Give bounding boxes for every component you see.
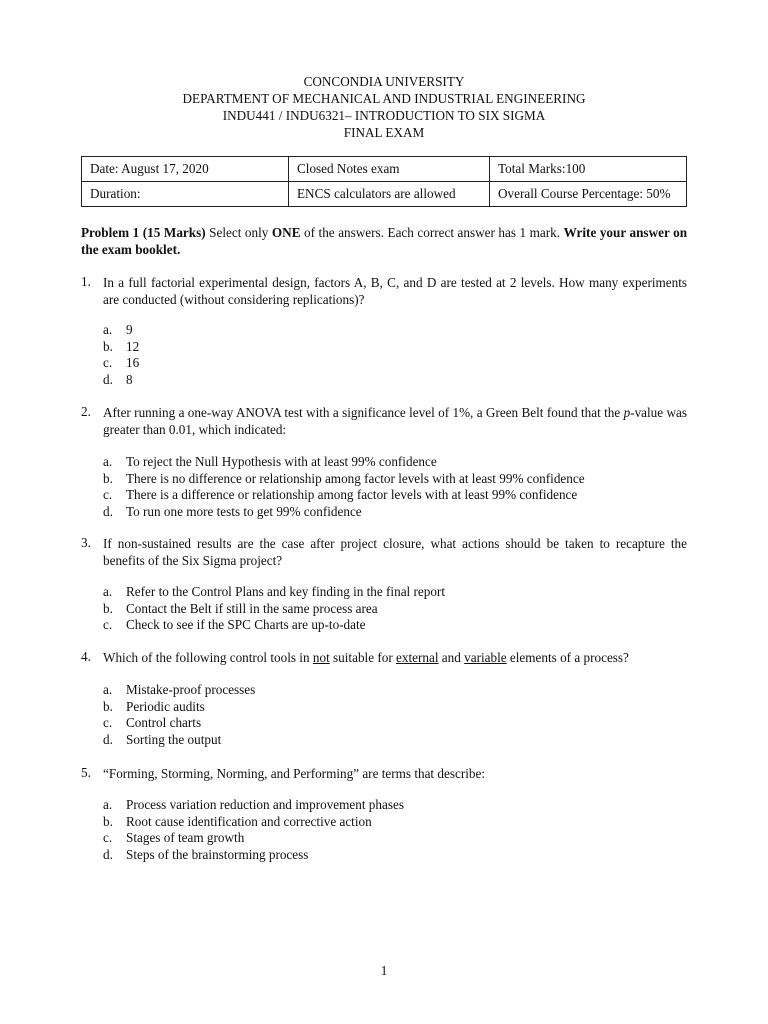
question-text-part: suitable for	[329, 650, 397, 665]
option-letter: b.	[103, 470, 113, 486]
total-marks: Total Marks:100	[490, 157, 687, 182]
option-letter: a.	[103, 797, 113, 812]
option-text: 8	[126, 371, 133, 387]
question-4	[81, 649, 687, 666]
problem-instructions	[81, 224, 687, 258]
option-letter: c.	[103, 487, 113, 502]
question-number: 1.	[81, 274, 91, 289]
option-item	[103, 732, 687, 749]
question-text-part: and	[438, 650, 465, 665]
option-text: 12	[126, 338, 140, 354]
option-text: Process variation reduction and improvement phases	[126, 797, 404, 812]
option-item	[103, 847, 687, 864]
option-text: Steps of the brainstorming process	[126, 846, 309, 862]
question-text-part: Which of the following control tools in	[103, 650, 313, 665]
department-name: DEPARTMENT OF MECHANICAL AND INDUSTRIAL ENGINEERING	[182, 91, 586, 106]
option-text: 9	[126, 322, 133, 337]
option-letter: d.	[103, 371, 113, 387]
option-letter: a.	[103, 584, 113, 599]
notes-policy: Closed Notes exam	[289, 157, 490, 182]
option-letter: b.	[103, 698, 113, 714]
option-item	[103, 617, 687, 634]
option-text: 16	[126, 355, 140, 370]
exam-date: Date: August 17, 2020	[82, 157, 289, 182]
option-letter: b.	[103, 813, 113, 829]
option-item	[103, 355, 687, 372]
question-text-part: -value was greater than 0.01, which indicated:	[103, 405, 687, 437]
question-5-options	[103, 797, 687, 863]
course-title: INDU441 / INDU6321– INTRODUCTION TO SIX SIGMA	[222, 108, 546, 123]
option-letter: b.	[103, 338, 113, 354]
table-row	[82, 157, 687, 182]
option-item	[103, 814, 687, 831]
option-item	[103, 454, 687, 471]
question-5	[81, 765, 687, 782]
underlined-word: not	[312, 650, 330, 665]
question-4-options	[103, 682, 687, 748]
option-text: There is a difference or relationship among factor levels with at least 99% confidence	[126, 487, 578, 502]
option-item	[103, 699, 687, 716]
question-3	[81, 535, 687, 569]
option-text: Control charts	[126, 715, 202, 730]
exam-title: FINAL EXAM	[343, 125, 425, 140]
question-text-part: elements of a process?	[506, 650, 629, 665]
question-text: In a full factorial experimental design, factors A, B, C, and D are tested at 2 levels. How many experiments are conducted (without considering replications)?	[103, 275, 687, 307]
option-letter: c.	[103, 617, 113, 632]
option-item	[103, 715, 687, 732]
question-text-part: After running a one-way ANOVA test with a significance level of 1%, a Green Belt found that the	[103, 405, 624, 420]
option-text: There is no difference or relationship among factor levels with at least 99% confidence	[126, 470, 585, 486]
option-text: Check to see if the SPC Charts are up-to-date	[126, 617, 366, 632]
option-text: To reject the Null Hypothesis with at least 99% confidence	[126, 454, 437, 469]
option-item	[103, 682, 687, 699]
option-text: Refer to the Control Plans and key finding in the final report	[126, 584, 445, 599]
option-item	[103, 797, 687, 814]
problem-title: Problem 1 (15 Marks)	[81, 225, 206, 240]
question-text: “Forming, Storming, Norming, and Performing” are terms that describe:	[103, 766, 485, 781]
option-item	[103, 601, 687, 618]
question-text	[103, 649, 687, 666]
option-letter: c.	[103, 355, 113, 370]
option-letter: a.	[103, 322, 113, 337]
option-letter: a.	[103, 454, 113, 469]
question-2	[81, 404, 687, 438]
question-number: 4.	[81, 649, 91, 664]
course-percentage: Overall Course Percentage: 50%	[490, 182, 687, 207]
answer-instruction: Write your answer on the exam booklet.	[81, 225, 688, 257]
instruction-emphasis: ONE	[271, 225, 301, 240]
option-letter: a.	[103, 682, 113, 697]
option-item	[103, 372, 687, 389]
option-text: To run one more tests to get 99% confidence	[126, 503, 362, 519]
option-letter: d.	[103, 731, 113, 747]
option-text: Root cause identification and corrective action	[126, 813, 372, 829]
university-name: CONCONDIA UNIVERSITY	[303, 74, 465, 89]
question-2-options	[103, 454, 687, 520]
option-item	[103, 584, 687, 601]
table-row	[82, 182, 687, 207]
question-number: 3.	[81, 535, 91, 550]
option-text: Periodic audits	[126, 698, 205, 714]
option-item	[103, 830, 687, 847]
question-number: 5.	[81, 765, 91, 780]
option-text: Contact the Belt if still in the same process area	[126, 600, 378, 616]
underlined-word: variable	[464, 650, 507, 665]
question-1-options	[103, 322, 687, 388]
question-1	[81, 274, 687, 308]
option-item	[103, 487, 687, 504]
p-value-symbol: p	[623, 405, 631, 420]
exam-info-table	[81, 156, 687, 207]
option-letter: d.	[103, 846, 113, 862]
question-text: If non-sustained results are the case after project closure, what actions should be taken to recapture the benefits of the Six Sigma project?	[103, 536, 687, 568]
exam-duration: Duration:	[82, 182, 289, 207]
option-text: Sorting the output	[126, 731, 222, 747]
underlined-word: external	[396, 650, 439, 665]
option-letter: d.	[103, 503, 113, 519]
option-letter: c.	[103, 830, 113, 845]
question-text	[103, 404, 687, 438]
option-letter: c.	[103, 715, 113, 730]
instruction-text: of the answers. Each correct answer has 1 mark.	[300, 225, 564, 240]
option-text: Stages of team growth	[126, 830, 245, 845]
option-item	[103, 339, 687, 356]
option-letter: b.	[103, 600, 113, 616]
exam-header	[0, 73, 768, 141]
calculator-policy: ENCS calculators are allowed	[289, 182, 490, 207]
option-item	[103, 471, 687, 488]
option-item	[103, 322, 687, 339]
question-3-options	[103, 584, 687, 634]
option-text: Mistake-proof processes	[126, 682, 256, 697]
question-number: 2.	[81, 404, 91, 419]
page-number: 1	[380, 963, 388, 978]
option-item	[103, 504, 687, 521]
instruction-text: Select only	[205, 225, 272, 240]
